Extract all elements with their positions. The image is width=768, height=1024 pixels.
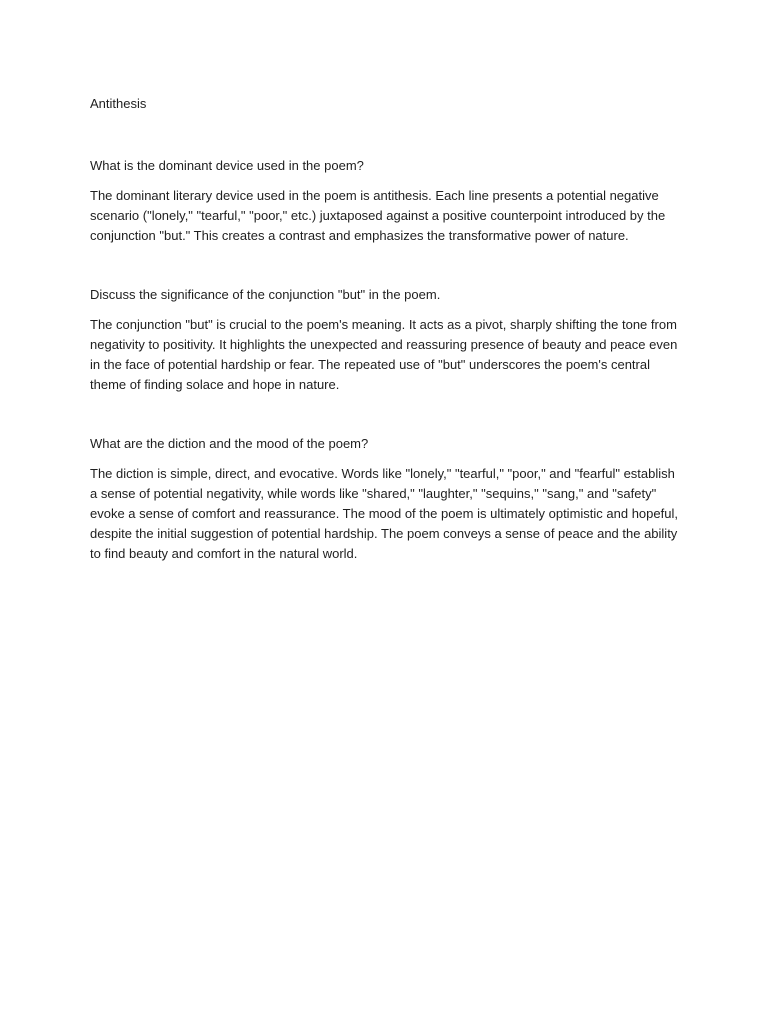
answer-1: The dominant literary device used in the poem is antithesis. Each line presents a potential negative scenario ("lonely," "tearful," "poor," etc.) juxtaposed against a positive counterpoint introduced by the conjunction "but." This creates a contrast and emphasizes the transformative power of nature. — [90, 188, 666, 243]
answer-2: The conjunction "but" is crucial to the poem's meaning. It acts as a pivot, sharply shifting the tone from negativity to positivity. It highlights the unexpected and reassuring presence of beauty and peace even in the face of potential hardship or fear. The repeated use of "but" underscores the poem's central theme of finding solace and hope in nature. — [90, 317, 678, 392]
question-1: What is the dominant device used in the poem? — [90, 158, 364, 173]
question-2: Discuss the significance of the conjunction "but" in the poem. — [90, 287, 441, 302]
qa-section-1 — [90, 156, 682, 246]
qa-section-3 — [90, 434, 682, 564]
qa-section-2 — [90, 285, 682, 395]
document-title: Antithesis — [90, 96, 147, 111]
question-3: What are the diction and the mood of the poem? — [90, 436, 369, 451]
answer-3: The diction is simple, direct, and evocative. Words like "lonely," "tearful," "poor," and "fearful" establish a sense of potential negativity, while words like "shared," "laughter," "sequins," "sang," and "safety" evoke a sense of comfort and reassurance. The mood of the poem is ultimately optimistic and hopeful, despite the initial suggestion of potential hardship. The poem conveys a sense of peace and the ability to find beauty and comfort in the natural world. — [90, 466, 678, 561]
